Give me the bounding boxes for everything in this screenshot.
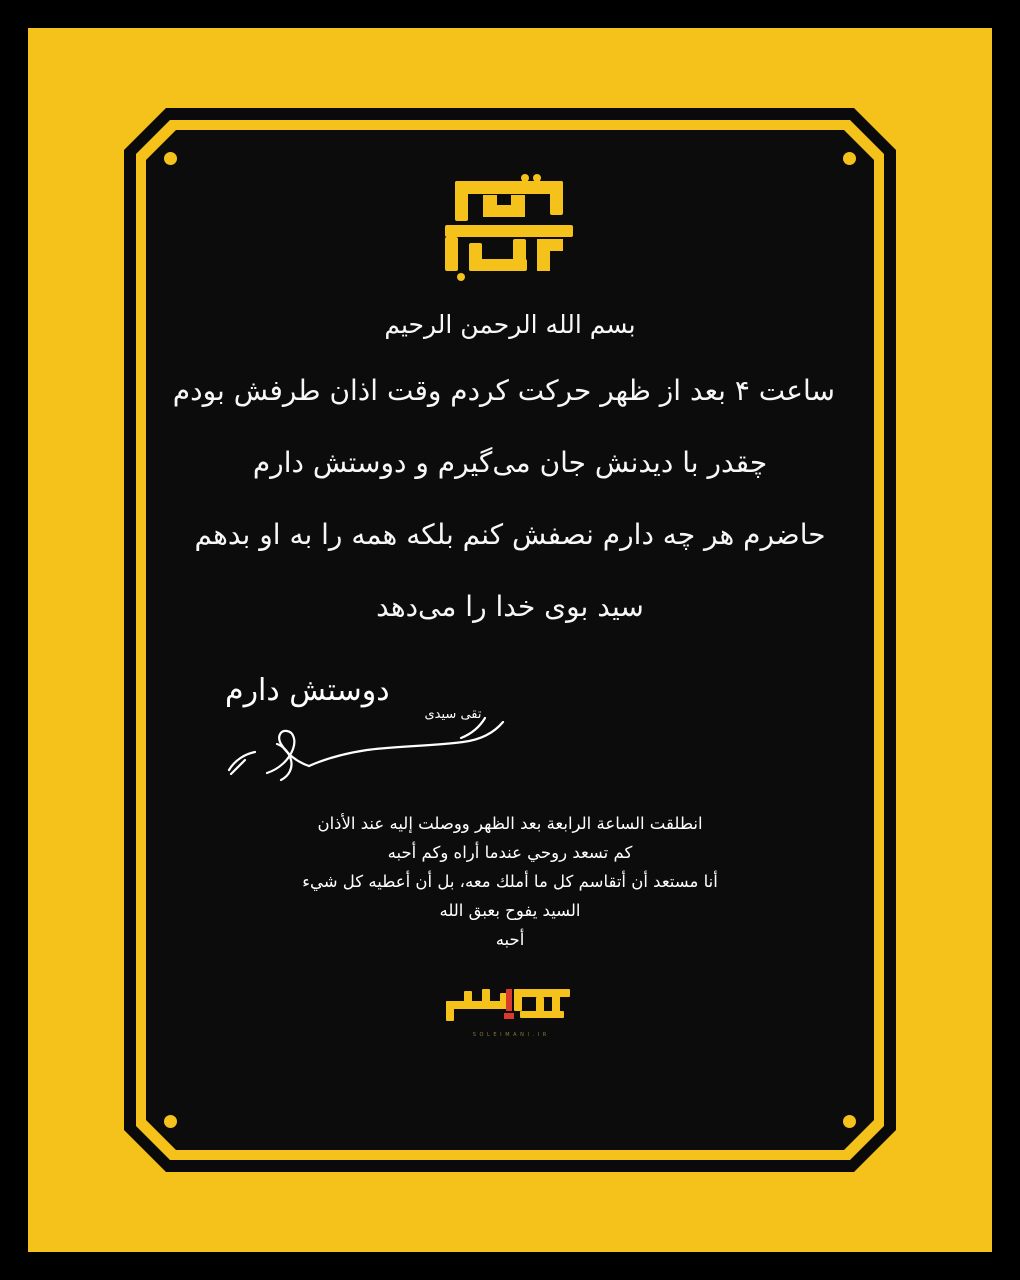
maktab-haj-qasem-icon — [440, 983, 580, 1029]
letter-line-4: سید بوی خدا را می‌دهد — [376, 590, 644, 623]
closing-text: دوستش دارم — [225, 673, 390, 708]
closing-row — [185, 673, 835, 708]
letter-line-2: چقدر با دیدنش جان می‌گیرم و دوستش دارم — [252, 446, 768, 479]
translation-line-1: انطلقت الساعة الرابعة بعد الظهر ووصلت إليه عند الأذان — [317, 814, 703, 833]
handwritten-letter — [172, 298, 835, 665]
arabic-translation — [180, 810, 840, 954]
signature-row — [185, 708, 835, 784]
translation-line-3: أنا مستعد أن أتقاسم كل ما أملك معه، بل أن أعطيه كل شيء — [302, 871, 718, 891]
plaque — [124, 108, 896, 1172]
footer-logo — [435, 980, 585, 1040]
bismillah-line: بسم الله الرحمن الرحیم — [384, 310, 636, 339]
ana-ala-al-ahd-icon — [425, 173, 595, 285]
letter-body — [172, 374, 835, 623]
translation-line-4: السيد يفوح بعبق الله — [439, 900, 581, 920]
letter-line-3: حاضرم هر چه دارم نصفش کنم بلکه همه را به او بدهم — [194, 518, 826, 551]
header-logo — [420, 170, 600, 288]
plaque-content — [124, 108, 896, 1172]
handwritten-signature — [185, 708, 525, 784]
translation-line-5: أحبه — [495, 929, 525, 949]
signature-label: تقی سیدی — [424, 708, 482, 722]
translation-line-2: كم تسعد روحي عندما أراه وكم أحبه — [387, 842, 633, 862]
letter-line-1: ساعت ۴ بعد از ظهر حرکت کردم وقت اذان طرفش بودم — [172, 374, 835, 407]
footer-logo-subtext: S O L E I M A N I . I R — [472, 1031, 548, 1038]
